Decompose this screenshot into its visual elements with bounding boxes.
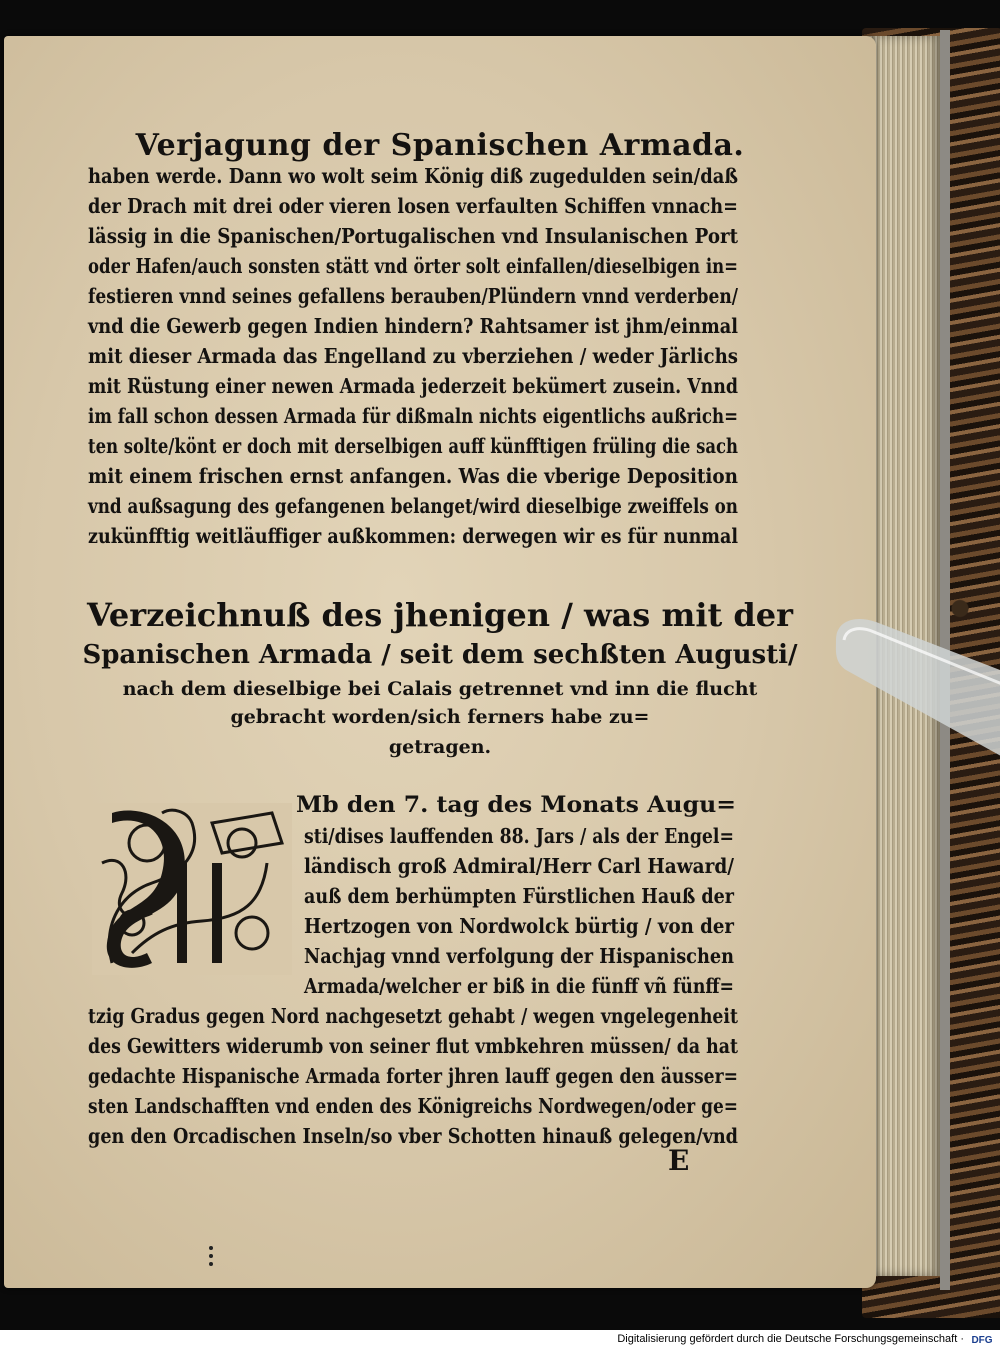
text-line: ten solte/könt er doch mit derselbigen auff künfftigen früling die sach: [88, 434, 738, 458]
text-line: ländisch groß Admiral/Herr Carl Haward/: [304, 854, 734, 878]
text-line: sti/dises lauffenden 88. Jars / als der Engel=: [304, 824, 734, 848]
section-heading-line-5: getragen.: [388, 736, 492, 758]
credit-text: Digitalisierung gefördert durch die Deutsche Forschungsgemeinschaft ·: [617, 1333, 964, 1345]
section-heading-line-1: Verzeichnuß des jhenigen / was mit der: [87, 596, 793, 634]
signature-mark: E: [668, 1144, 690, 1177]
text-line: auß dem berhümpten Fürstlichen Hauß der: [304, 884, 734, 908]
text-line: oder Hafen/auch sonsten stätt vnd örter solt einfallen/dieselbigen in=: [88, 254, 738, 278]
text-line: gedachte Hispanische Armada forter jhren lauff gegen den äusser=: [88, 1064, 738, 1088]
text-line: Nachjag vnnd verfolgung der Hispanischen: [304, 944, 734, 968]
dfg-logo: DFG: [968, 1333, 996, 1348]
text-line: festieren vnnd seines gefallens berauben/Plündern vnnd verderben/: [88, 284, 738, 308]
text-line: des Gewitters widerumb von seiner flut vmbkehren müssen/ da hat: [88, 1034, 738, 1058]
text-line: mit Rüstung einer newen Armada jederzeit bekümert zusein. Vnnd: [88, 374, 738, 398]
text-line: der Drach mit drei oder vieren losen verfaulten Schiffen vnnach=: [88, 194, 738, 218]
text-line: tzig Gradus gegen Nord nachgesetzt gehabt / wegen vngelegenheit: [88, 1004, 738, 1028]
text-line: vnd die Gewerb gegen Indien hindern? Rahtsamer ist jhm/einmal: [88, 314, 738, 338]
page-holder: [826, 600, 1000, 770]
section-heading-line-4: gebracht worden/sich ferners habe zu=: [230, 706, 650, 728]
text-line: Armada/welcher er biß in die fünff vñ fünff=: [304, 974, 734, 998]
section-heading-line-3: nach dem dieselbige bei Calais getrennet vnd inn die flucht: [122, 678, 758, 700]
decorated-initial-image: [92, 803, 292, 975]
text-line: Hertzogen von Nordwolck bürtig / von der: [304, 914, 734, 938]
running-head: Verjagung der Spanischen Armada.: [135, 128, 745, 163]
text-line: zukünfftig weitläuffiger außkommen: derwegen wir es für nunmal: [88, 524, 738, 548]
footer-bar: [0, 1330, 1000, 1352]
text-line: mit einem frischen ernst anfangen. Was die vberige Deposition: [88, 464, 738, 488]
section-heading-line-2: Spanischen Armada / seit dem sechßten Augusti/: [82, 640, 798, 670]
text-line: lässig in die Spanischen/Portugalischen vnd Insulanischen Port: [88, 224, 738, 248]
text-line: vnd außsagung des gefangenen belanget/wird dieselbige zweiffels on: [88, 494, 738, 518]
text-line: gen den Orcadischen Inseln/so vber Schotten hinauß gelegen/vnd: [88, 1124, 738, 1148]
page-marks: [208, 1244, 214, 1268]
text-line: sten Landschafften vnd enden des Königreichs Nordwegen/oder ge=: [88, 1094, 738, 1118]
text-line: im fall schon dessen Armada für dißmaln nichts eigentlichs außrich=: [88, 404, 738, 428]
book-page: [4, 36, 876, 1288]
text-line: Mb den 7. tag des Monats Augu=: [296, 792, 736, 818]
text-line: mit dieser Armada das Engelland zu vberziehen / weder Järlichs: [88, 344, 738, 368]
text-line: haben werde. Dann wo wolt seim König diß zugedulden sein/daß: [88, 164, 738, 188]
